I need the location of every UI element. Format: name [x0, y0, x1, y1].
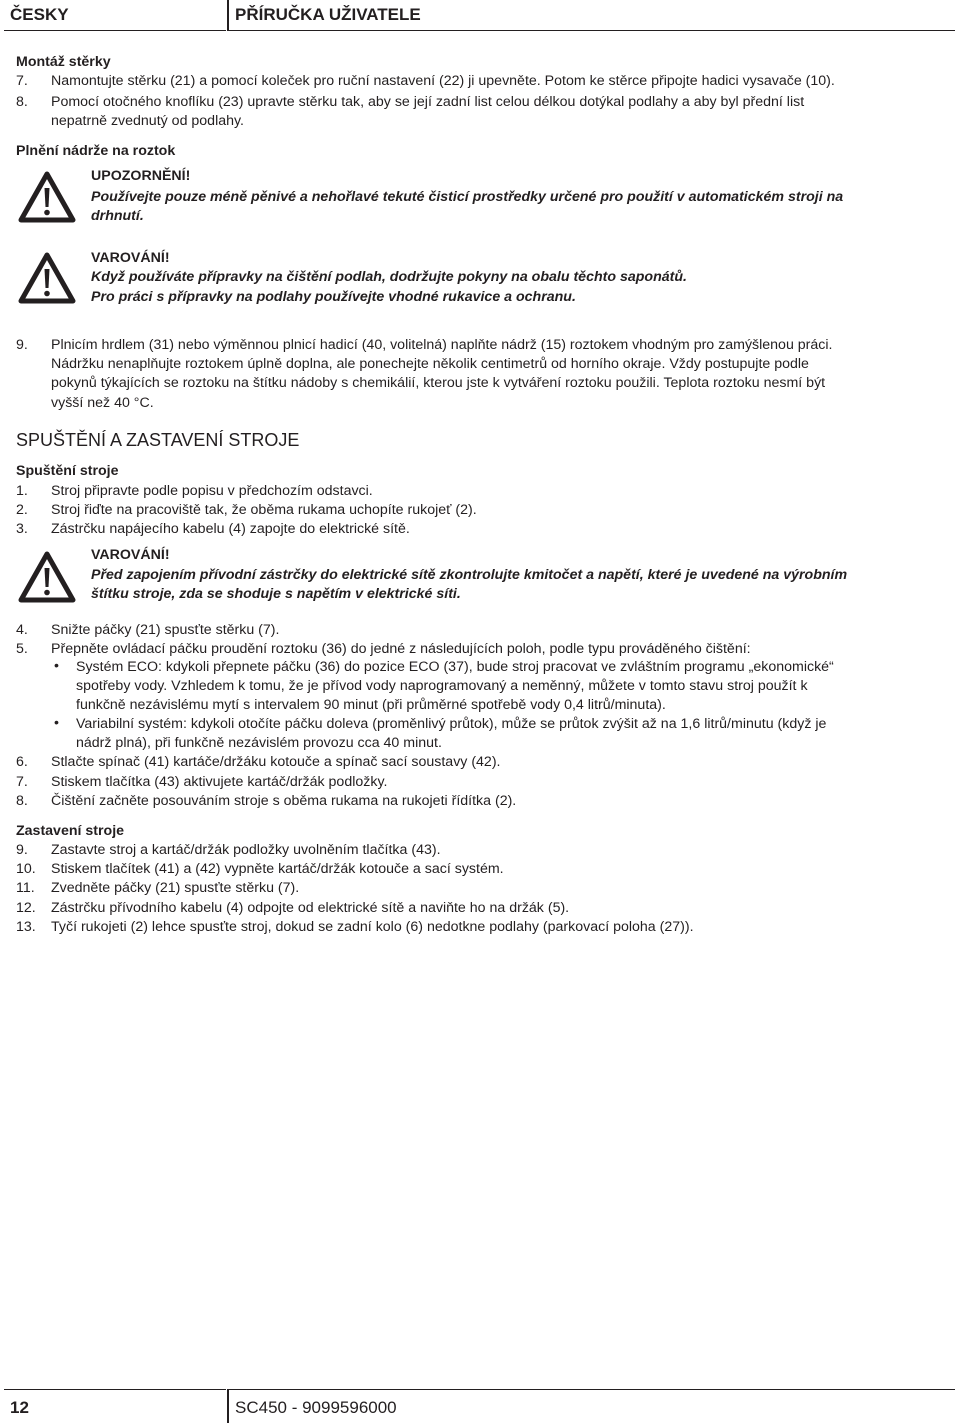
squeegee-heading: Montáž stěrky [16, 54, 111, 70]
list-number: 9. [16, 337, 28, 353]
bullet-text: Systém ECO: kdykoli přepnete páčku (36) do pozice ECO (37), bude stroj pracovat ve zvláštním programu „ekonomické“ [76, 659, 834, 675]
warning-triangle-icon [18, 252, 76, 304]
list-item-text: Stiskem tlačítek (41) a (42) vypněte kartáč/držák kotouče a sací systém. [51, 861, 504, 877]
list-item-text: Plnicím hrdlem (31) nebo výměnnou plnicí hadicí (40, volitelná) naplňte nádrž (15) roztokem vhodným pro zamýšlenou práci. [51, 337, 833, 353]
warning-text: Pro práci s přípravky na podlahy používejte vhodné rukavice a ochranu. [91, 289, 576, 305]
list-number: 4. [16, 622, 28, 638]
footer-page-cell [4, 1389, 226, 1424]
list-item-text: Nádržku nenaplňujte roztokem úplně doplna, ale ponechejte několik centimetrů od horního okraje. Vždy postupujte podle [51, 356, 809, 372]
warning-title: VAROVÁNÍ! [91, 250, 170, 266]
caution-title: UPOZORNĚNÍ! [91, 168, 191, 184]
list-number: 12. [16, 900, 36, 916]
list-item-text: Namontujte stěrku (21) a pomocí koleček pro ruční nastavení (22) ji upevněte. Potom ke stěrce připojte hadici vysavače (10). [51, 73, 835, 89]
warning-title: VAROVÁNÍ! [91, 547, 170, 563]
bullet-text: Variabilní systém: kdykoli otočíte páčku doleva (proměnlivý průtok), může se průtok zvýšit až na 1,6 litrů/minutu (když je [76, 716, 827, 732]
list-item-text: Snižte páčky (21) spusťte stěrku (7). [51, 622, 280, 638]
list-item-text: Stroj řiďte na pracoviště tak, že oběma rukama uchopíte rukojeť (2). [51, 502, 477, 518]
list-item-text: Stiskem tlačítka (43) aktivujete kartáč/držák podložky. [51, 774, 388, 790]
bullet-text: nádrž plná), při funkčně nezávislém provozu cca 40 minut. [76, 735, 442, 751]
list-item-text: pokynů týkajících se roztoku na štítku nádoby s chemikálií, kterou jste k vytváření roztoku použili. Teplota roztoku nesmí být [51, 375, 826, 391]
list-item-text: Přepněte ovládací páčku proudění roztoku (36) do jedné z následujících poloh, podle typu prováděného čištění: [51, 641, 751, 657]
caution-text: drhnutí. [91, 208, 144, 224]
list-item-text: Tyčí rukojeti (2) lehce spusťte stroj, dokud se zadní kolo (6) nedotkne podlahy (parkovací poloha (27)). [51, 919, 694, 935]
header-language-cell [4, 0, 226, 31]
list-number: 10. [16, 861, 36, 877]
bullet: • [54, 658, 59, 674]
list-number: 7. [16, 73, 28, 89]
list-number: 1. [16, 483, 28, 499]
list-item-text: Stroj připravte podle popisu v předchozím odstavci. [51, 483, 373, 499]
start-heading: Spuštění stroje [16, 463, 119, 479]
warning-triangle-icon [18, 171, 76, 223]
header-language: ČESKY [10, 5, 69, 24]
bullet-text: funkčně nezávislému mytí s intervalem 90 minut (při průměrné spotřebě vody 0,4 litrů/minuta). [76, 697, 666, 713]
warning-text: Před zapojením přívodní zástrčky do elektrické sítě zkontrolujte kmitočet a napětí, které je uvedené na výrobním [91, 567, 848, 583]
list-number: 8. [16, 94, 28, 110]
bullet: • [54, 715, 59, 731]
list-item-text: vyšší než 40 °C. [51, 395, 154, 411]
stop-heading: Zastavení stroje [16, 823, 125, 839]
list-item-text: Pomocí otočného knoflíku (23) upravte stěrku tak, aby se její zadní list celou délkou dotýkal podlahy a aby byl přední list [51, 94, 805, 110]
footer-model-cell [229, 1389, 955, 1424]
list-item-text: Zástrčku napájecího kabelu (4) zapojte do elektrické sítě. [51, 521, 410, 537]
warning-triangle-icon [18, 551, 76, 603]
list-number: 9. [16, 842, 28, 858]
section-title: SPUŠTĚNÍ A ZASTAVENÍ STROJE [16, 430, 300, 450]
list-number: 11. [16, 880, 35, 896]
footer-model: SC450 - 9099596000 [235, 1398, 397, 1417]
list-number: 5. [16, 641, 28, 657]
tank-heading: Plnění nádrže na roztok [16, 143, 176, 159]
header-divider [227, 0, 229, 31]
list-item-text: Zastavte stroj a kartáč/držák podložky uvolněním tlačítka (43). [51, 842, 441, 858]
list-number: 6. [16, 754, 28, 770]
list-number: 7. [16, 774, 28, 790]
list-number: 13. [16, 919, 36, 935]
list-item-text: Zástrčku přívodního kabelu (4) odpojte od elektrické sítě a naviňte ho na držák (5). [51, 900, 570, 916]
page-number: 12 [10, 1398, 29, 1417]
warning-text: Když používáte přípravky na čištění podlah, dodržujte pokyny na obalu těchto saponátů. [91, 269, 687, 285]
list-item-text: Stlačte spínač (41) kartáče/držáku kotouče a spínač sací soustavy (42). [51, 754, 501, 770]
caution-text: Používejte pouze méně pěnivé a nehořlavé tekuté čisticí prostředky určené pro použití v automatickém stroji na [91, 189, 844, 205]
list-item-text: Čištění začněte posouváním stroje s oběma rukama na rukojeti řídítka (2). [51, 793, 517, 809]
list-number: 2. [16, 502, 28, 518]
list-number: 3. [16, 521, 28, 537]
list-item-text: Zvedněte páčky (21) spusťte stěrku (7). [51, 880, 300, 896]
list-item-text: nepatrně zvednutý od podlahy. [51, 113, 244, 129]
bullet-text: spotřeby vody. Vzhledem k tomu, že je přívod vody naprogramovaný a neměnný, můžete v tomto stavu stroj použít k [76, 678, 808, 694]
header-title: PŘÍRUČKA UŽIVATELE [235, 5, 421, 24]
list-number: 8. [16, 793, 28, 809]
header-title-cell [229, 0, 955, 31]
footer-divider [227, 1389, 229, 1423]
warning-text: štítku stroje, zda se shoduje s napětím v elektrické síti. [91, 586, 461, 602]
